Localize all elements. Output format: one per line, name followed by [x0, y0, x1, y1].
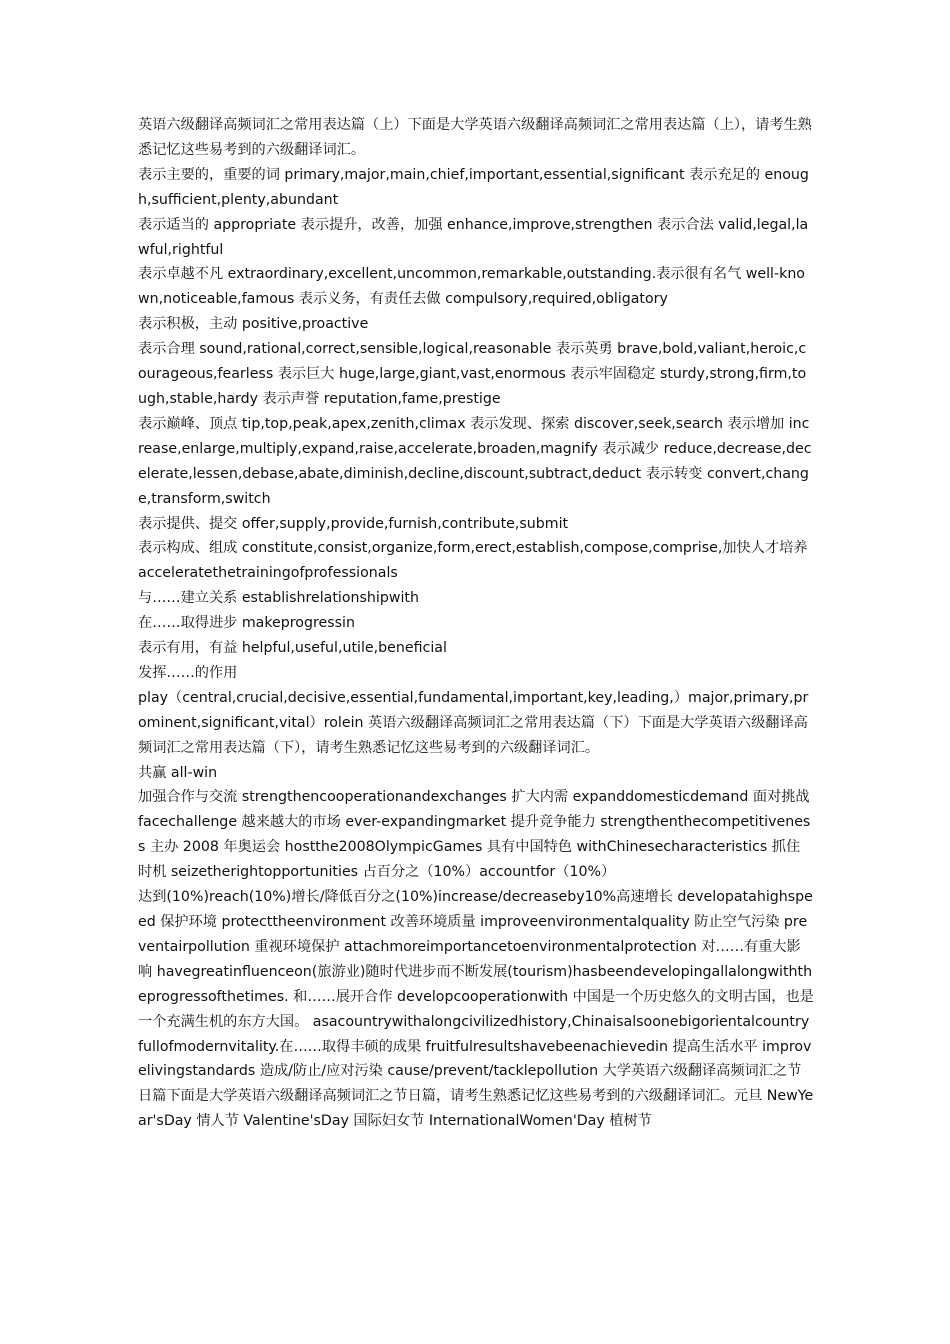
paragraph-play-role: play（central,crucial,decisive,essential,fundamental,important,key,leading,）major,primary,prominent,significant,vital）rolein 英语六级翻译高频词汇之常用表达篇（下）下面是大学英语六级翻译高频词汇之常用表达篇（下），请考生熟悉记忆这些易考到的六级翻译词汇。 — [138, 689, 809, 756]
paragraph-constitute: 表示构成、组成 constitute,consist,organize,form,erect,establish,compose,comprise,加快人才培养 acceleratethetrainingofprofessionals — [138, 540, 808, 582]
paragraph-cooperation: 加强合作与交流 strengthencooperationandexchanges 扩大内需 expanddomesticdemand 面对挑战 facechallenge 越来越大的市场 ever-expandingmarket 提升竞争能力 strengthenthecompetitiveness 主办 2008 年奥运会 hostthe2008OlympicGames 具有中国特色 withChinesecharacteristics 抓住时机 seizetherightopportunities 占百分之（10%）accountfor（10%） — [138, 789, 811, 881]
paragraph-peak-increase: 表示巅峰、顶点 tip,top,peak,apex,zenith,climax 表示发现、探索 discover,seek,search 表示增加 increase,enlarge,multiply,expand,raise,accelerate,broaden,magnify 表示减少 reduce,decrease,decelerate,lessen,debase,abate,diminish,decline,discount,subtract,deduct 表示转变 convert,change,transform,switch — [138, 415, 812, 507]
paragraph-role-heading: 发挥……的作用 — [138, 664, 238, 681]
paragraph-all-win: 共赢 all-win — [138, 764, 218, 781]
paragraph-reach-festivals: 达到(10%)reach(10%)增长/降低百分之(10%)increase/decreaseby10%高速增长 developatahighspeed 保护环境 protecttheenvironment 改善环境质量 improveenvironmentalquality 防止空气污染 preventairpollution 重视环境保护 attachmoreimportancetoenvironmentalprotection 对……有重大影响 havegreatinfluenceon(旅游业)随时代进步而不断发展(tourism)hasbeendevelopingallalongwiththeprogressofthetimes. 和……展开合作 developcooperationwith 中国是一个历史悠久的文明古国，也是一个充满生机的东方大国。 asacountrywithalongcivilizedhistory,Chinaisalsoonebigorientalcountryfullofmodernvitality.在……取得丰硕的成果 fruitfulresultshavebeenachievedin 提高生活水平 improvelivingstandards 造成/防止/应对污染 cause/prevent/tacklepollution 大学英语六级翻译高频词汇之节日篇下面是大学英语六级翻译高频词汇之节日篇，请考生熟悉记忆这些易考到的六级翻译词汇。元旦 NewYear'sDay 情人节 Valentine'sDay 国际妇女节 InternationalWomen'Day 植树节 — [138, 889, 814, 1130]
document-body — [138, 113, 814, 1134]
paragraph-intro-upper: 英语六级翻译高频词汇之常用表达篇（上）下面是大学英语六级翻译高频词汇之常用表达篇（上），请考生熟悉记忆这些易考到的六级翻译词汇。 — [138, 117, 812, 158]
paragraph-reasonable: 表示合理 sound,rational,correct,sensible,logical,reasonable 表示英勇 brave,bold,valiant,heroic,courageous,fearless 表示巨大 huge,large,giant,vast,enormous 表示牢固稳定 sturdy,strong,firm,tough,stable,hardy 表示声誉 reputation,fame,prestige — [138, 341, 807, 407]
paragraph-progress: 在……取得进步 makeprogressin — [138, 615, 355, 632]
paragraph-relationship: 与……建立关系 establishrelationshipwith — [138, 590, 419, 607]
paragraph-offer: 表示提供、提交 offer,supply,provide,furnish,contribute,submit — [138, 515, 569, 532]
paragraph-main-important: 表示主要的，重要的词 primary,major,main,chief,important,essential,significant 表示充足的 enough,sufficient,plenty,abundant — [138, 166, 809, 208]
paragraph-extraordinary: 表示卓越不凡 extraordinary,excellent,uncommon,remarkable,outstanding.表示很有名气 well-known,noticeable,famous 表示义务，有责任去做 compulsory,required,obligatory — [138, 266, 805, 308]
paragraph-positive: 表示积极，主动 positive,proactive — [138, 316, 369, 333]
paragraph-appropriate: 表示适当的 appropriate 表示提升，改善，加强 enhance,improve,strengthen 表示合法 valid,legal,lawful,rightful — [138, 216, 809, 258]
paragraph-helpful: 表示有用，有益 helpful,useful,utile,beneficial — [138, 640, 447, 657]
